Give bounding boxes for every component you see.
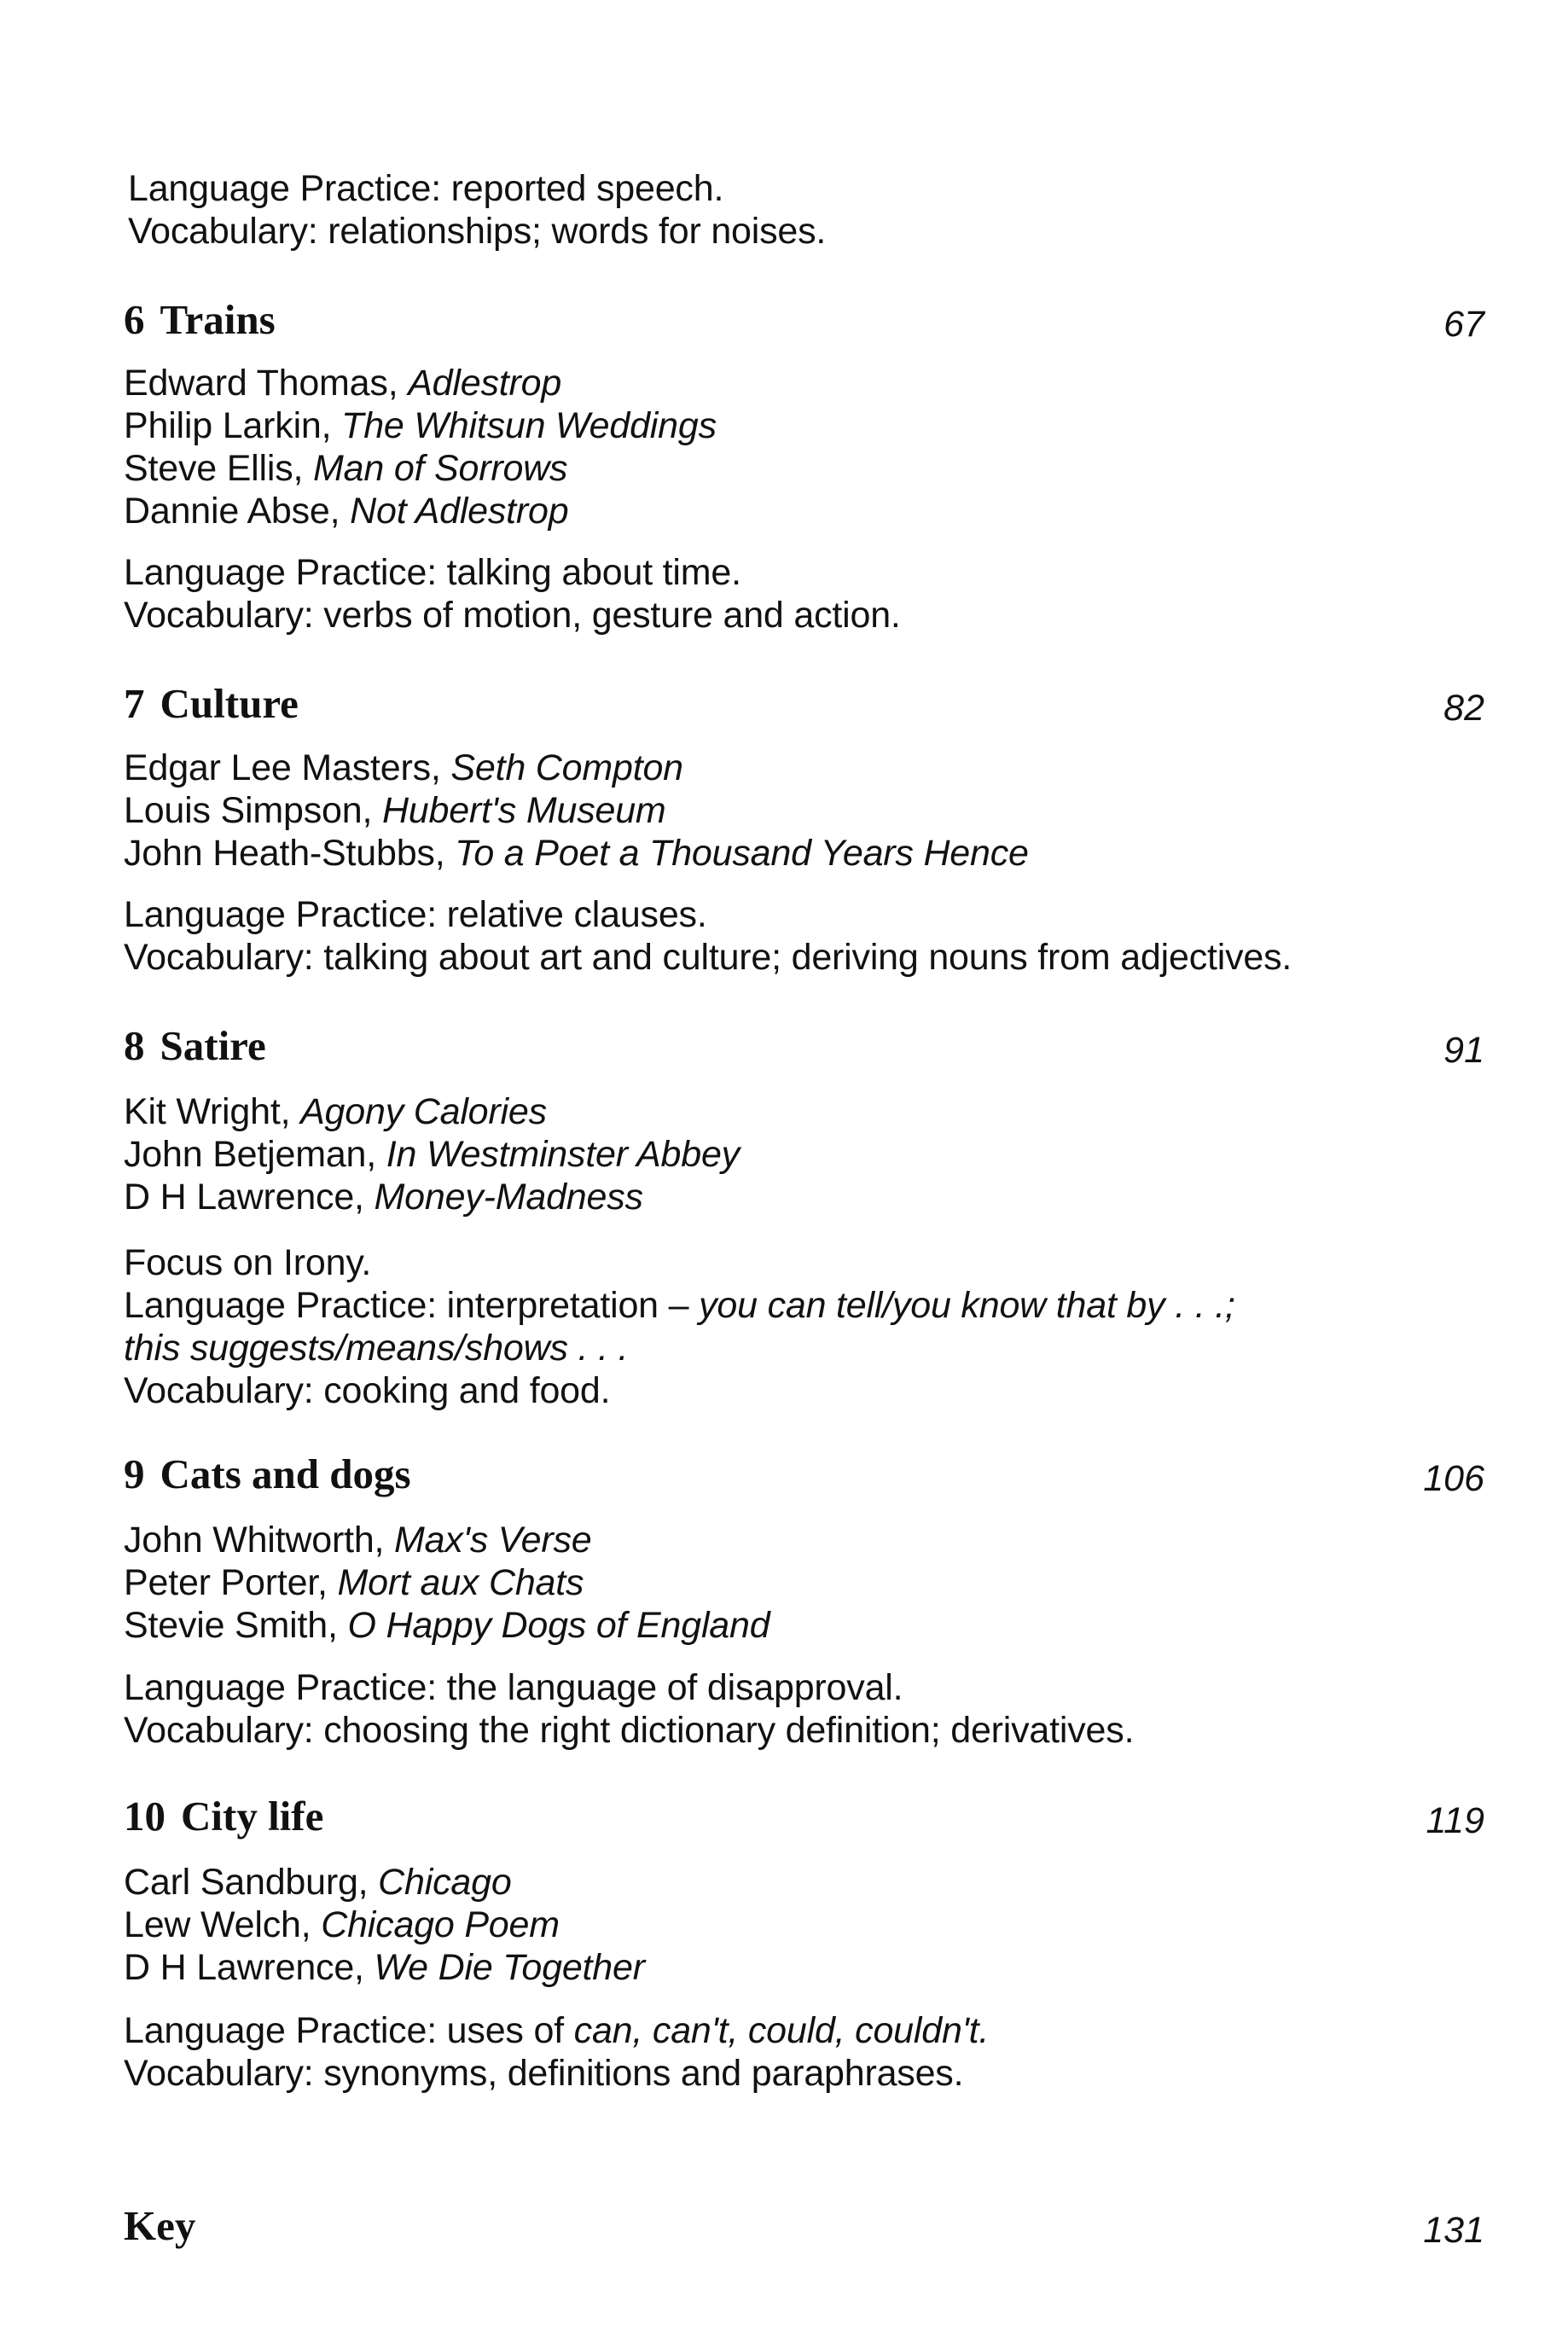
poem-entry: John Heath-Stubbs, To a Poet a Thousand Years Hence xyxy=(124,833,1029,874)
unit-8-heading xyxy=(124,1022,266,1070)
unit-9-heading xyxy=(124,1450,411,1498)
poem-entry: Kit Wright, Agony Calories xyxy=(124,1091,547,1132)
unit-title: Cats and dogs xyxy=(160,1450,411,1497)
unit-6-heading xyxy=(124,296,276,344)
language-practice-continued: this suggests/means/shows . . . xyxy=(124,1328,629,1369)
poem-entry: John Betjeman, In Westminster Abbey xyxy=(124,1134,740,1175)
unit-6-page-number: 67 xyxy=(1443,304,1484,345)
unit-title: Culture xyxy=(160,680,299,727)
poem-entry: D H Lawrence, Money-Madness xyxy=(124,1177,643,1218)
vocabulary: Vocabulary: synonyms, definitions and paraphrases. xyxy=(124,2053,964,2094)
key-heading: Key xyxy=(124,2202,196,2249)
poem-entry: Edgar Lee Masters, Seth Compton xyxy=(124,747,683,788)
unit-7-heading xyxy=(124,680,299,728)
unit-10-heading xyxy=(124,1793,323,1840)
poem-entry: Stevie Smith, O Happy Dogs of England xyxy=(124,1605,770,1646)
vocabulary: Vocabulary: choosing the right dictionary definition; derivatives. xyxy=(124,1710,1135,1751)
unit-number: 8 xyxy=(124,1022,145,1069)
unit-title: City life xyxy=(181,1793,324,1840)
unit-title: Satire xyxy=(160,1022,266,1069)
poem-entry: Edward Thomas, Adlestrop xyxy=(124,363,562,404)
vocabulary: Vocabulary: talking about art and culture; deriving nouns from adjectives. xyxy=(124,937,1292,978)
unit-number: 6 xyxy=(124,296,145,343)
intro-vocabulary: Vocabulary: relationships; words for noises. xyxy=(128,211,827,252)
unit-number: 9 xyxy=(124,1450,145,1497)
poem-entry: Peter Porter, Mort aux Chats xyxy=(124,1562,584,1603)
unit-number: 7 xyxy=(124,680,145,727)
unit-number: 10 xyxy=(124,1793,166,1840)
unit-7-page-number: 82 xyxy=(1443,688,1484,729)
intro-language-practice: Language Practice: reported speech. xyxy=(128,168,724,209)
poem-entry: Philip Larkin, The Whitsun Weddings xyxy=(124,405,717,446)
unit-8-page-number: 91 xyxy=(1443,1030,1484,1071)
poem-entry: Carl Sandburg, Chicago xyxy=(124,1862,512,1903)
poem-entry: Lew Welch, Chicago Poem xyxy=(124,1904,560,1945)
poem-entry: D H Lawrence, We Die Together xyxy=(124,1947,645,1988)
language-practice: Language Practice: relative clauses. xyxy=(124,894,707,935)
poem-entry: Steve Ellis, Man of Sorrows xyxy=(124,448,568,489)
unit-title: Trains xyxy=(160,296,276,343)
vocabulary: Vocabulary: verbs of motion, gesture and action. xyxy=(124,595,901,636)
focus-note: Focus on Irony. xyxy=(124,1242,372,1283)
vocabulary: Vocabulary: cooking and food. xyxy=(124,1370,611,1411)
language-practice: Language Practice: uses of can, can't, could, couldn't. xyxy=(124,2010,990,2051)
unit-10-page-number: 119 xyxy=(1426,1800,1484,1841)
poem-entry: Dannie Abse, Not Adlestrop xyxy=(124,491,569,532)
unit-9-page-number: 106 xyxy=(1423,1458,1484,1499)
poem-entry: John Whitworth, Max's Verse xyxy=(124,1520,592,1561)
poem-entry: Louis Simpson, Hubert's Museum xyxy=(124,790,666,831)
language-practice: Language Practice: talking about time. xyxy=(124,552,741,593)
language-practice: Language Practice: interpretation – you can tell/you know that by . . .; xyxy=(124,1285,1235,1326)
language-practice: Language Practice: the language of disapproval. xyxy=(124,1667,903,1708)
key-page-number: 131 xyxy=(1423,2210,1484,2251)
